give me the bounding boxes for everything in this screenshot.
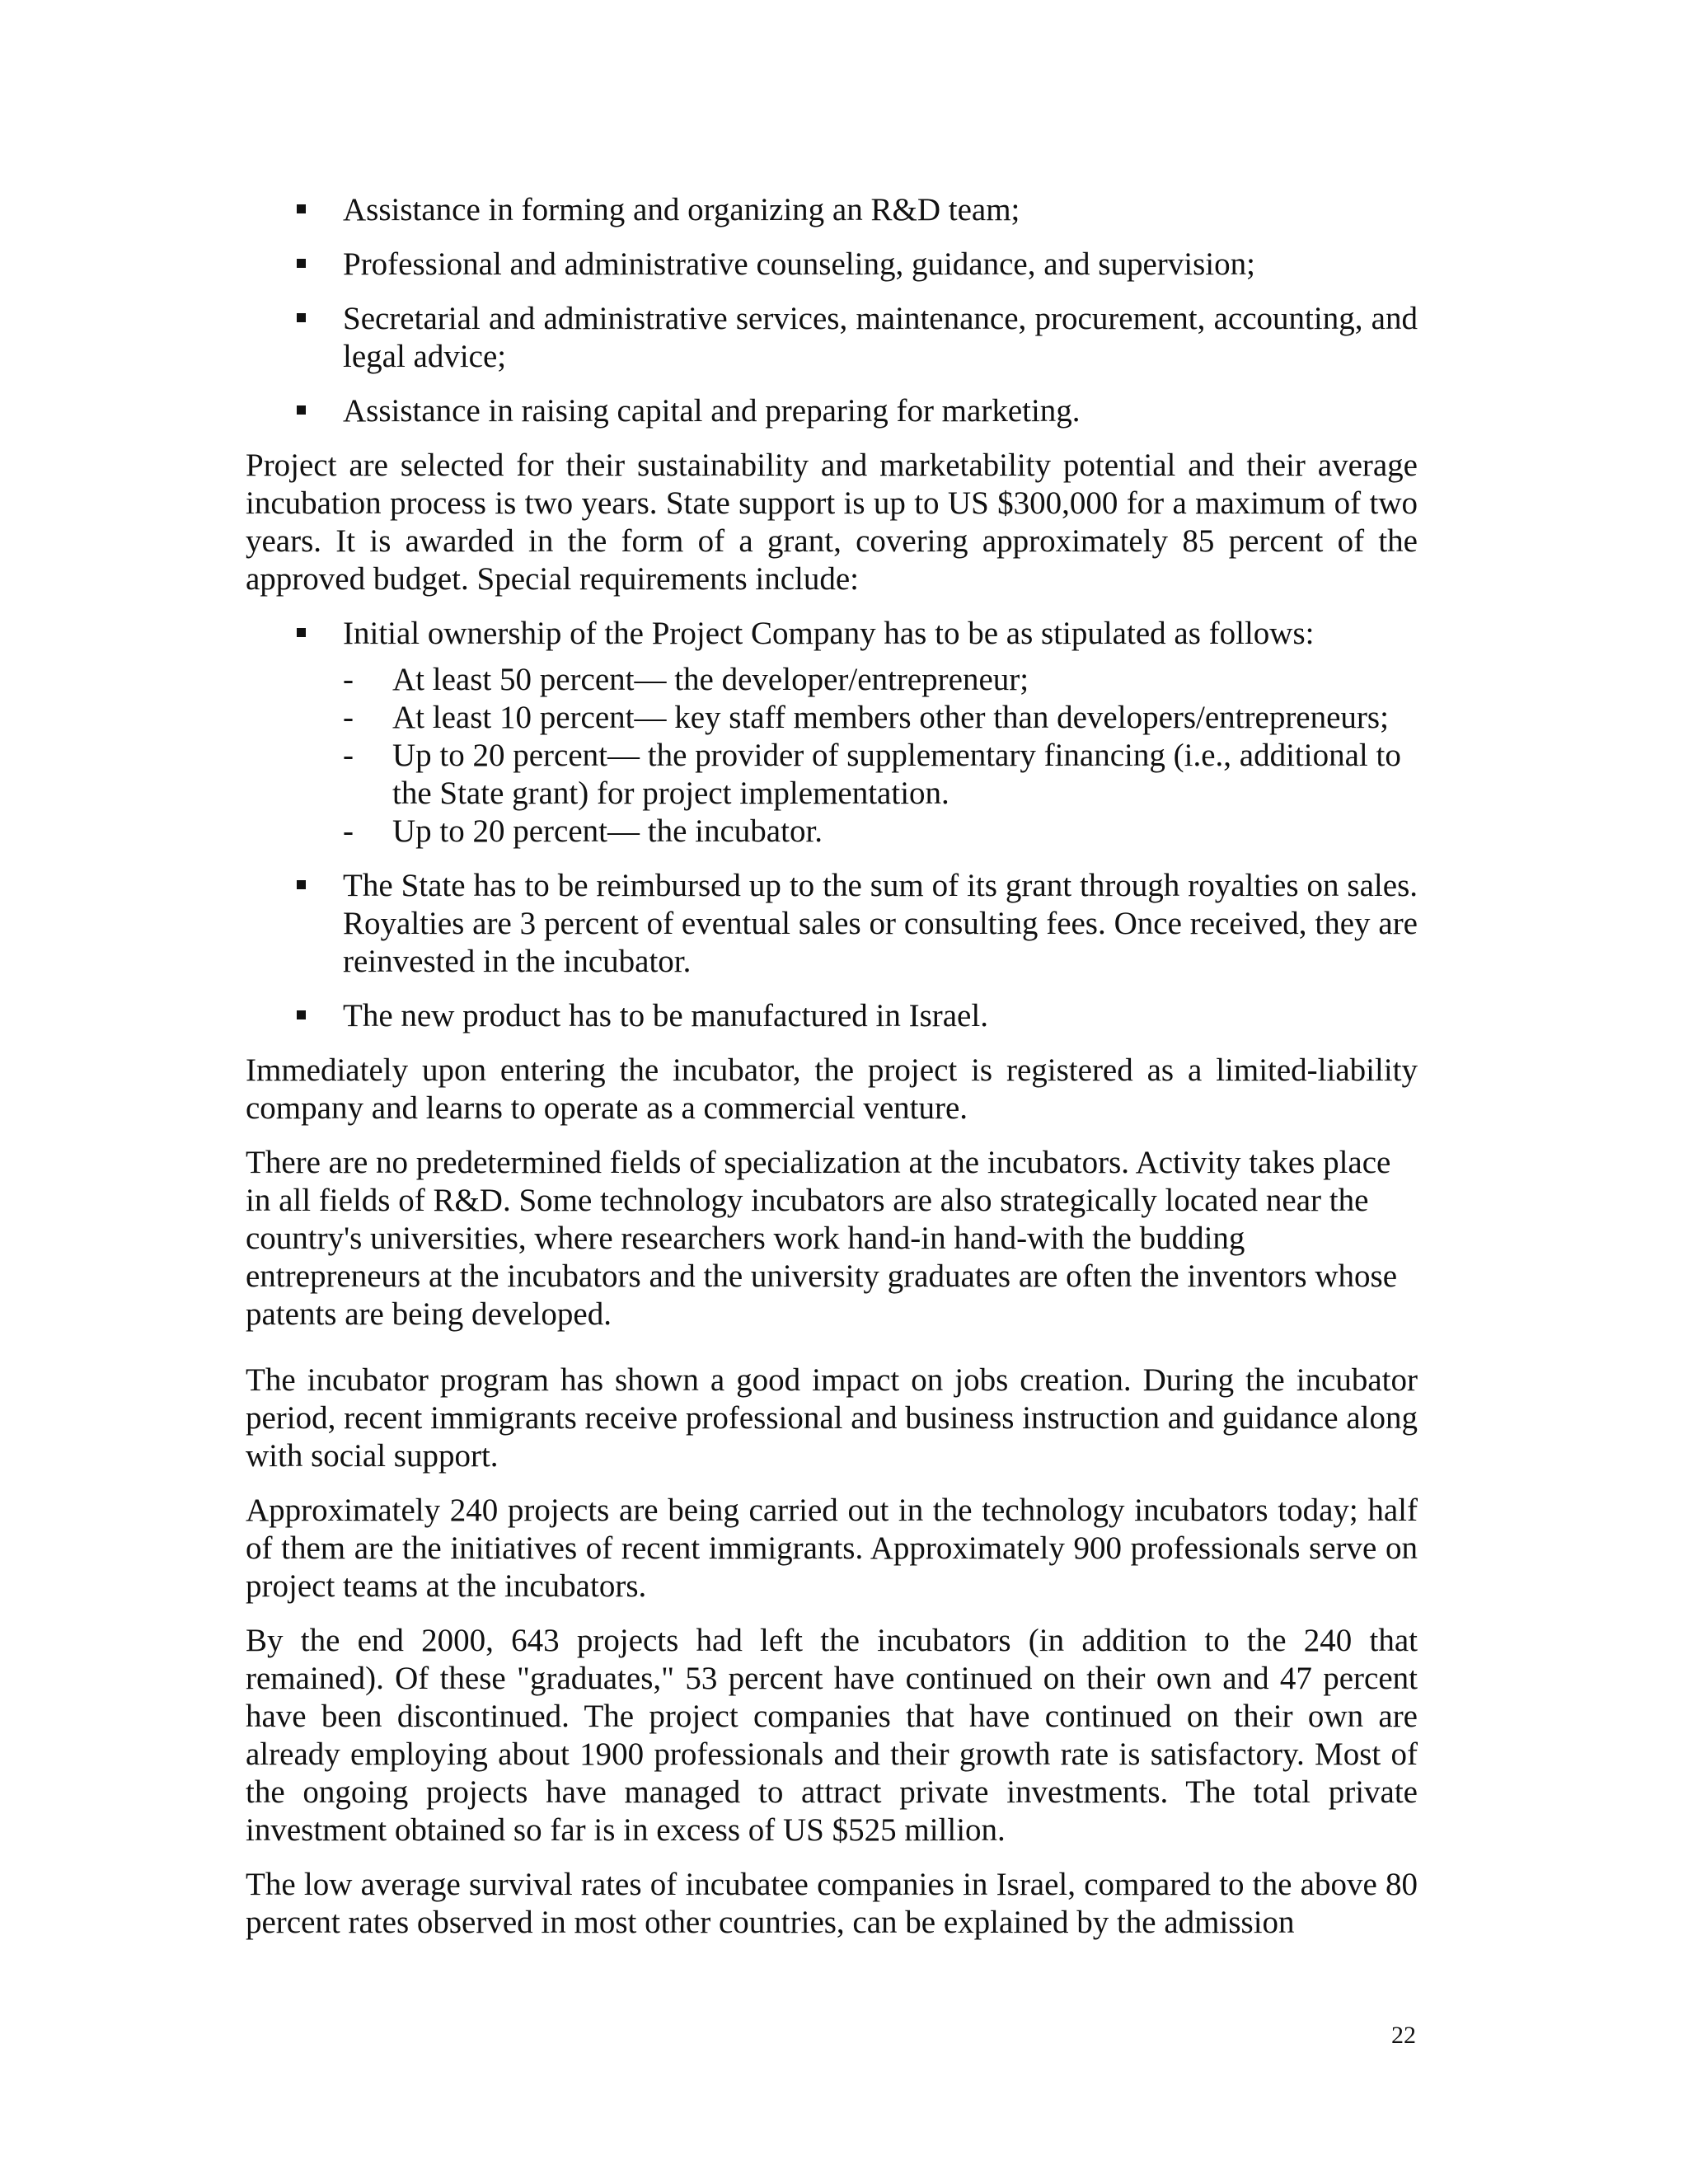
- dash-bullet: -: [343, 662, 354, 697]
- dash-bullet: -: [343, 738, 354, 773]
- sublist-item: [343, 737, 1418, 813]
- paragraph-survival: The low average survival rates of incubatee companies in Israel, compared to the above 80 percent rates observed in most other countries, can be explained by the admission: [246, 1867, 1418, 1940]
- square-bullet-icon: [297, 204, 306, 213]
- dash-bullet: -: [343, 813, 354, 849]
- square-bullet-icon: [297, 880, 306, 889]
- list-item: [246, 392, 1418, 430]
- sublist-item: [343, 813, 1418, 851]
- paragraph-specialization: There are no predetermined fields of specialization at the incubators. Activity takes place in all fields of R&D. Some technology incubators are also strategically located near the country's universities, where researchers work hand-in hand-with the budding entrepreneurs at the incubators and the university graduates are often the inventors whose patents are being developed.: [246, 1145, 1398, 1332]
- paragraph-jobs: The incubator program has shown a good impact on jobs creation. During the incubator period, recent immigrants receive professional and business instruction and guidance along with social support.: [246, 1362, 1418, 1474]
- services-list: [246, 191, 1418, 430]
- ownership-sublist: [343, 661, 1418, 851]
- paragraph-projects: Approximately 240 projects are being carried out in the technology incubators today; half of them are the initiatives of recent immigrants. Approximately 900 professionals serve on project teams at the incubators.: [246, 1493, 1418, 1604]
- list-item-text: The State has to be reimbursed up to the sum of its grant through royalties on sales. Royalties are 3 percent of eventual sales or consulting fees. Once received, they are reinvested in the incubator.: [343, 868, 1418, 979]
- paragraph-selection: Project are selected for their sustainability and marketability potential and their average incubation process is two years. State support is up to US $300,000 for a maximum of two years. It is awarded in the form of a grant, covering approximately 85 percent of the approved budget. Special requirements include:: [246, 448, 1418, 597]
- list-item: [246, 191, 1418, 229]
- list-item-royalties: [246, 867, 1418, 981]
- page-number: 22: [1391, 2022, 1416, 2049]
- list-item-text: Assistance in raising capital and preparing for marketing.: [343, 393, 1081, 429]
- sublist-item: [343, 661, 1418, 699]
- list-item-text: Secretarial and administrative services, maintenance, procurement, accounting, and legal advice;: [343, 301, 1418, 374]
- square-bullet-icon: [297, 628, 306, 637]
- list-item-manufacture: [246, 997, 1418, 1035]
- list-item: [246, 246, 1418, 284]
- list-item-text: Professional and administrative counseling, guidance, and supervision;: [343, 246, 1255, 282]
- requirements-list: [246, 615, 1418, 1035]
- square-bullet-icon: [297, 1010, 306, 1019]
- list-item-text: The new product has to be manufactured in Israel.: [343, 998, 988, 1033]
- page-body: [246, 191, 1418, 1958]
- sublist-item-text: At least 50 percent— the developer/entrepreneur;: [392, 662, 1029, 697]
- sublist-item-text: At least 10 percent— key staff members other than developers/entrepreneurs;: [392, 700, 1389, 735]
- list-item-text: Initial ownership of the Project Company has to be as stipulated as follows:: [343, 616, 1315, 651]
- sublist-item: [343, 699, 1418, 737]
- list-item-ownership: [246, 615, 1418, 851]
- square-bullet-icon: [297, 405, 306, 415]
- square-bullet-icon: [297, 259, 306, 268]
- sublist-item-text: Up to 20 percent— the incubator.: [392, 813, 823, 849]
- list-item: [246, 300, 1418, 376]
- dash-bullet: -: [343, 700, 354, 735]
- list-item-text: Assistance in forming and organizing an R&D team;: [343, 192, 1020, 227]
- paragraph-graduates: By the end 2000, 643 projects had left the incubators (in addition to the 240 that remained). Of these "graduates," 53 percent have continued on their own and 47 percent have been discontinued. The project companies that have continued on their own are already employing about 1900 professionals and their growth rate is satisfactory. Most of the ongoing projects have managed to attract private investments. The total private investment obtained so far is in excess of US $525 million.: [246, 1623, 1418, 1848]
- square-bullet-icon: [297, 313, 306, 322]
- paragraph-registration: Immediately upon entering the incubator, the project is registered as a limited-liability company and learns to operate as a commercial venture.: [246, 1052, 1418, 1126]
- sublist-item-text: Up to 20 percent— the provider of supplementary financing (i.e., additional to the State grant) for project implementation.: [392, 738, 1401, 811]
